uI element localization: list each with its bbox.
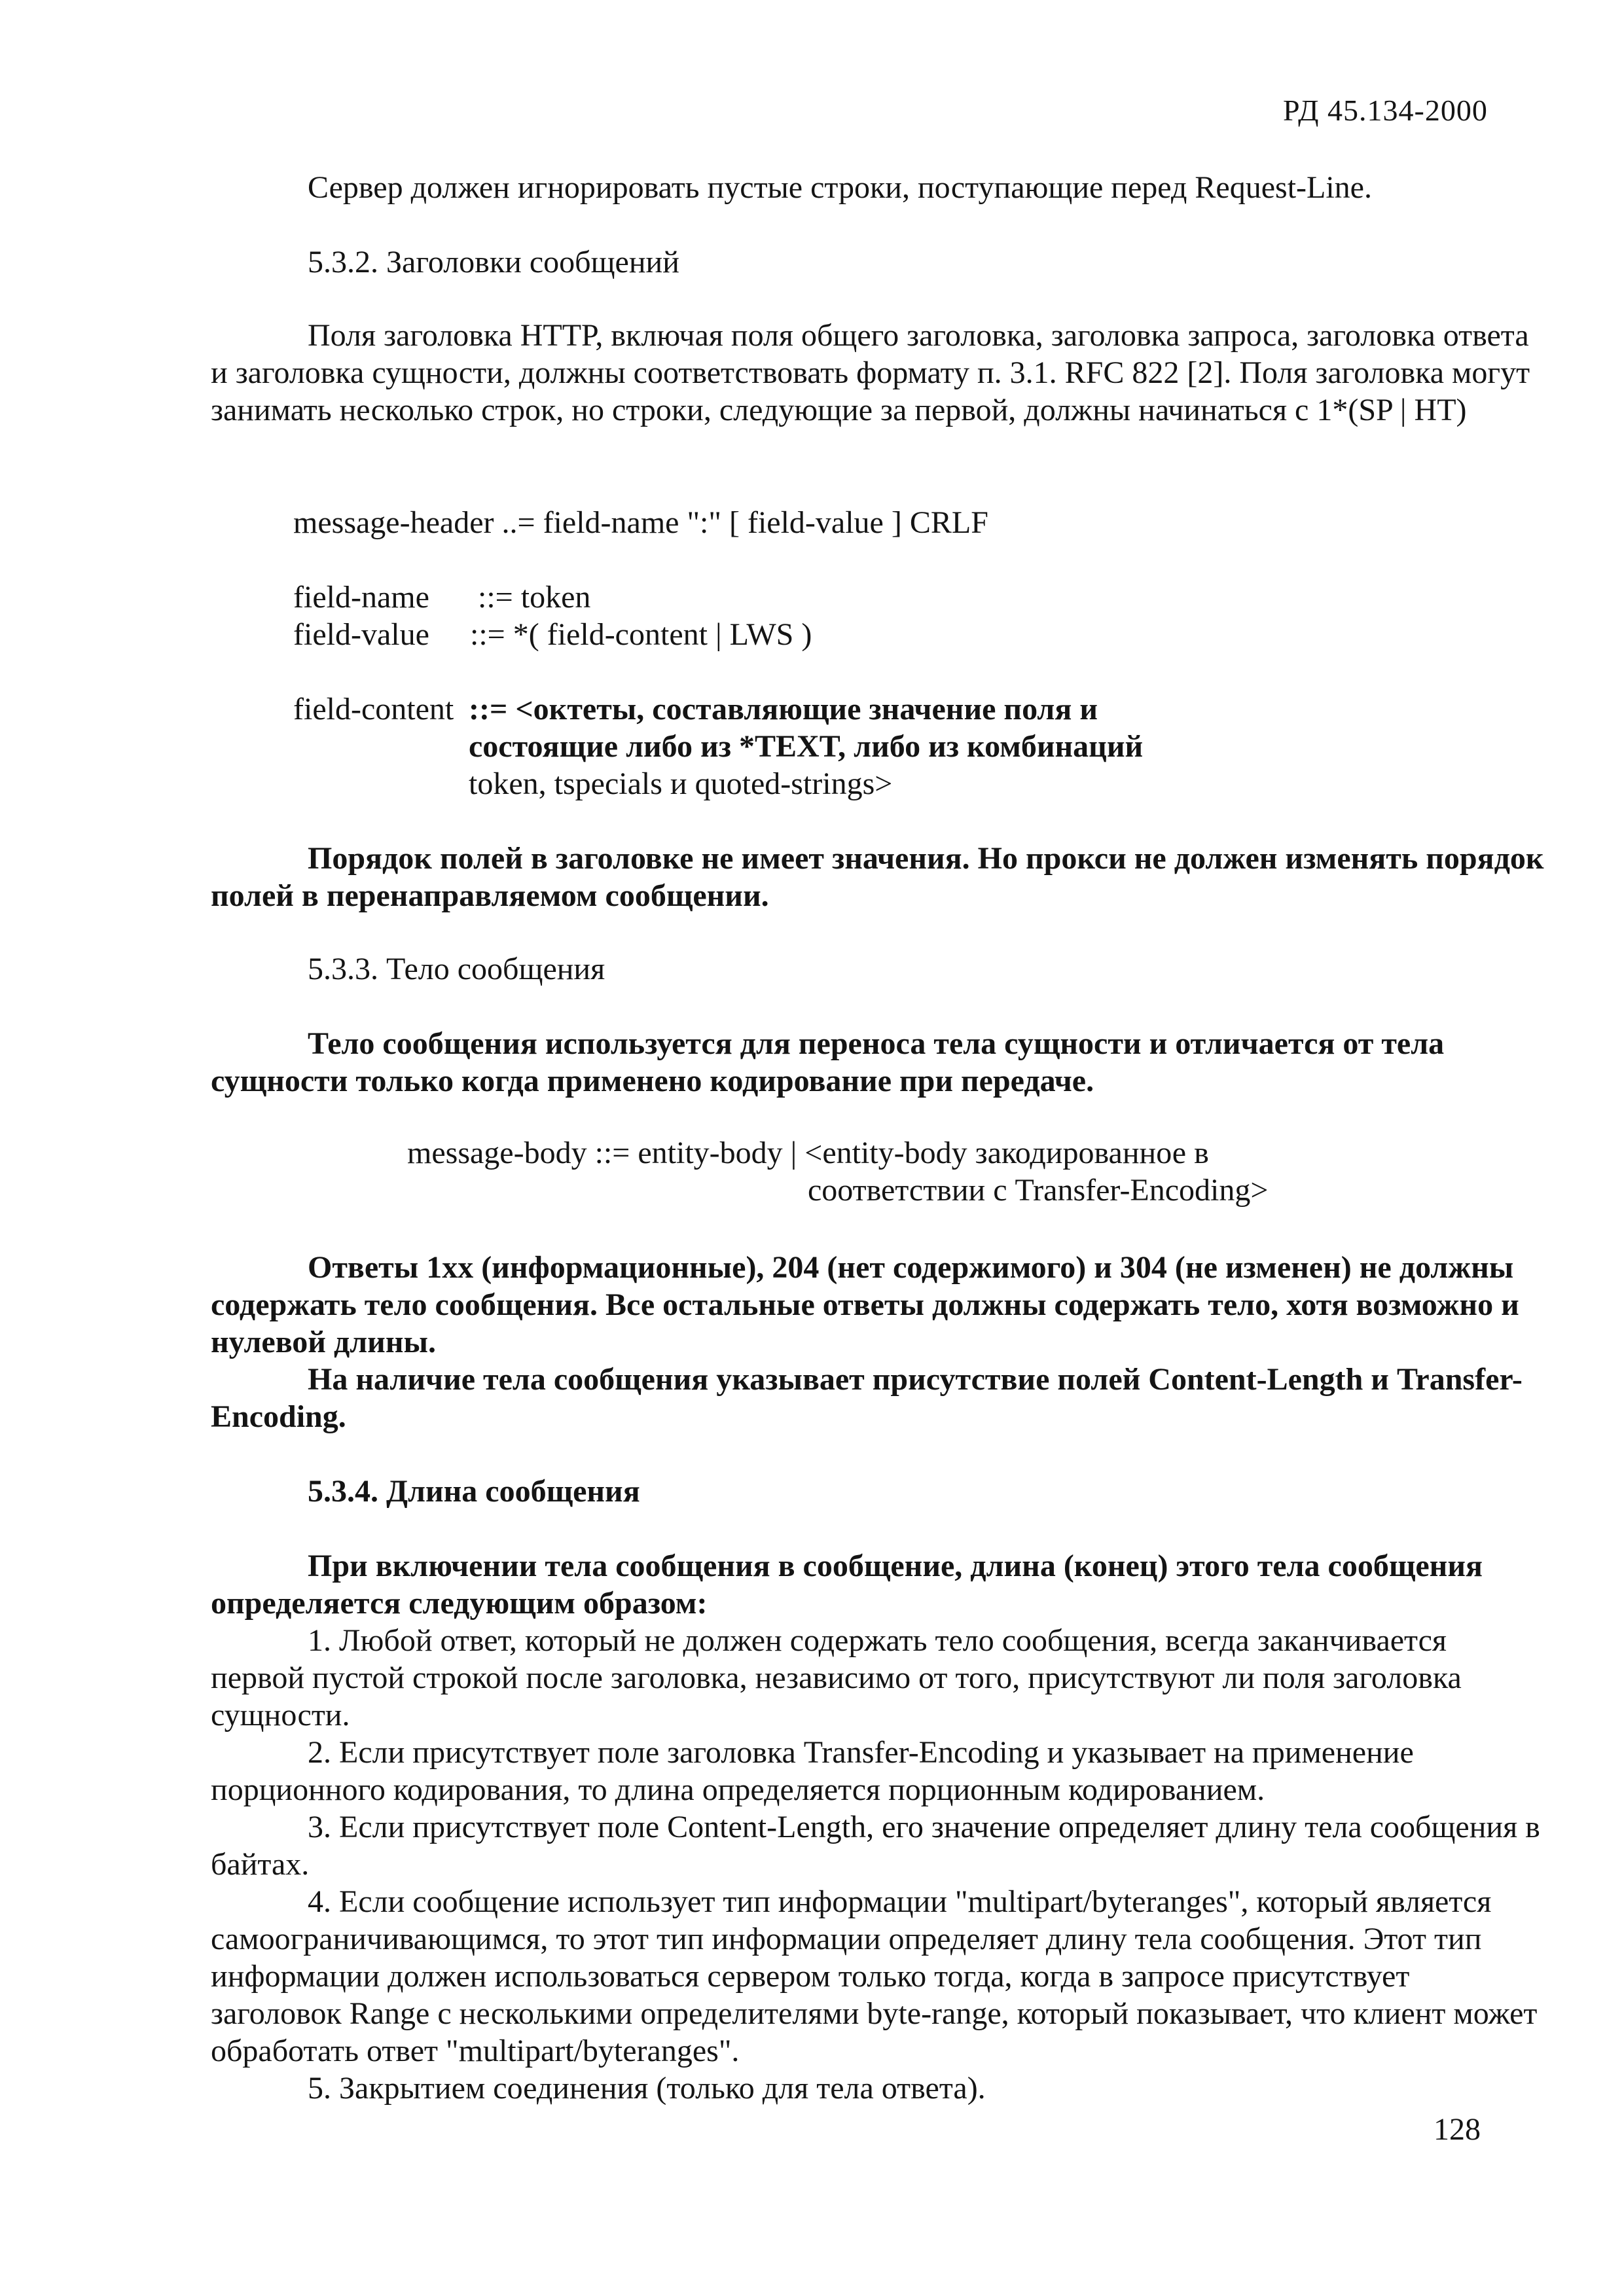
grammar-field-content: [293, 691, 1098, 728]
section-533-presence-paragraph: На наличие тела сообщения указывает присутствие полей Content-Length и Transfer-Encoding.: [211, 1362, 1523, 1434]
section-532-paragraph: Поля заголовка HTTP, включая поля общего заголовка, заголовка запроса, заголовка ответа и заголовка сущности, должны соответствовать формату п. 3.1. RFC 822 [2]. Поля заголовка могут занимать несколько строк, но строки, следующие за первой, должны начинаться с 1*(SP | HT): [211, 318, 1530, 427]
section-534-intro: При включении тела сообщения в сообщение, длина (конец) этого тела сообщения определяется следующим образом:: [211, 1549, 1483, 1621]
section-533-paragraph: Тело сообщения используется для переноса тела сущности и отличается от тела сущности только когда применено кодирование при передаче.: [211, 1026, 1445, 1098]
section-534-body: [211, 1547, 1546, 2107]
grammar-field-content-rhs-3: token, tspecials и quoted-strings>: [469, 766, 893, 801]
intro-paragraph: Сервер должен игнорировать пустые строки, поступающие перед Request-Line.: [308, 170, 1372, 205]
section-533-responses-paragraph: Ответы 1xx (информационные), 204 (нет содержимого) и 304 (не изменен) не должны содержать тело сообщения. Все остальные ответы должны содержать тело, хотя возможно и нулевой длины.: [211, 1250, 1519, 1359]
page-number: 128: [1434, 2112, 1481, 2147]
grammar-field-value-rhs: ::= *( field-content | LWS ): [470, 617, 812, 652]
list-item: 3. Если присутствует поле Content-Length, его значение определяет длину тела сообщения в байтах.: [211, 1810, 1540, 1882]
grammar-field-name-lhs: field-name: [293, 580, 429, 615]
list-item: 1. Любой ответ, который не должен содержать тело сообщения, всегда заканчивается первой пустой строкой после заголовка, независимо от того, присутствуют ли поля заголовка сущности.: [211, 1623, 1462, 1732]
grammar-field-name: [293, 579, 590, 616]
document-code: РД 45.134-2000: [1283, 94, 1488, 127]
grammar-field-value: [293, 616, 812, 653]
grammar-message-body-line-1: message-body ::= entity-body | <entity-body закодированное в: [407, 1136, 1209, 1170]
grammar-field-name-rhs: ::= token: [478, 580, 591, 615]
section-532-order-paragraph: Порядок полей в заголовке не имеет значения. Но прокси не должен изменять порядок полей в перенаправляемом сообщении.: [211, 841, 1544, 913]
grammar-field-content-lhs: field-content: [293, 692, 454, 726]
grammar-message-header: message-header ..= field-name ":" [ field-value ] CRLF: [293, 505, 988, 540]
list-item: 4. Если сообщение использует тип информации "multipart/byteranges", который является самоограничивающимся, то этот тип информации определяет длину тела сообщения. Этот тип информации должен использоваться сервером только тогда, когда в запросе присутствует заголовок Range с несколькими определителями byte-range, который показывает, что клиент может обработать ответ "multipart/byteranges".: [211, 1884, 1538, 2068]
section-534-heading: 5.3.4. Длина сообщения: [308, 1474, 640, 1509]
grammar-field-value-lhs: field-value: [293, 617, 429, 652]
grammar-field-content-rhs-1: ::= <октеты, составляющие значение поля и: [469, 692, 1098, 726]
list-item: 2. Если присутствует поле заголовка Transfer-Encoding и указывает на применение порционного кодирования, то длина определяется порционным кодированием.: [211, 1735, 1414, 1807]
list-item: 5. Закрытием соединения (только для тела ответа).: [308, 2071, 986, 2106]
grammar-message-body-line-2: соответствии с Transfer-Encoding>: [808, 1173, 1269, 1208]
section-533-heading: 5.3.3. Тело сообщения: [308, 952, 605, 986]
grammar-field-content-rhs-2: состоящие либо из *TEXT, либо из комбинаций: [469, 729, 1144, 764]
section-532-heading: 5.3.2. Заголовки сообщений: [308, 245, 679, 279]
